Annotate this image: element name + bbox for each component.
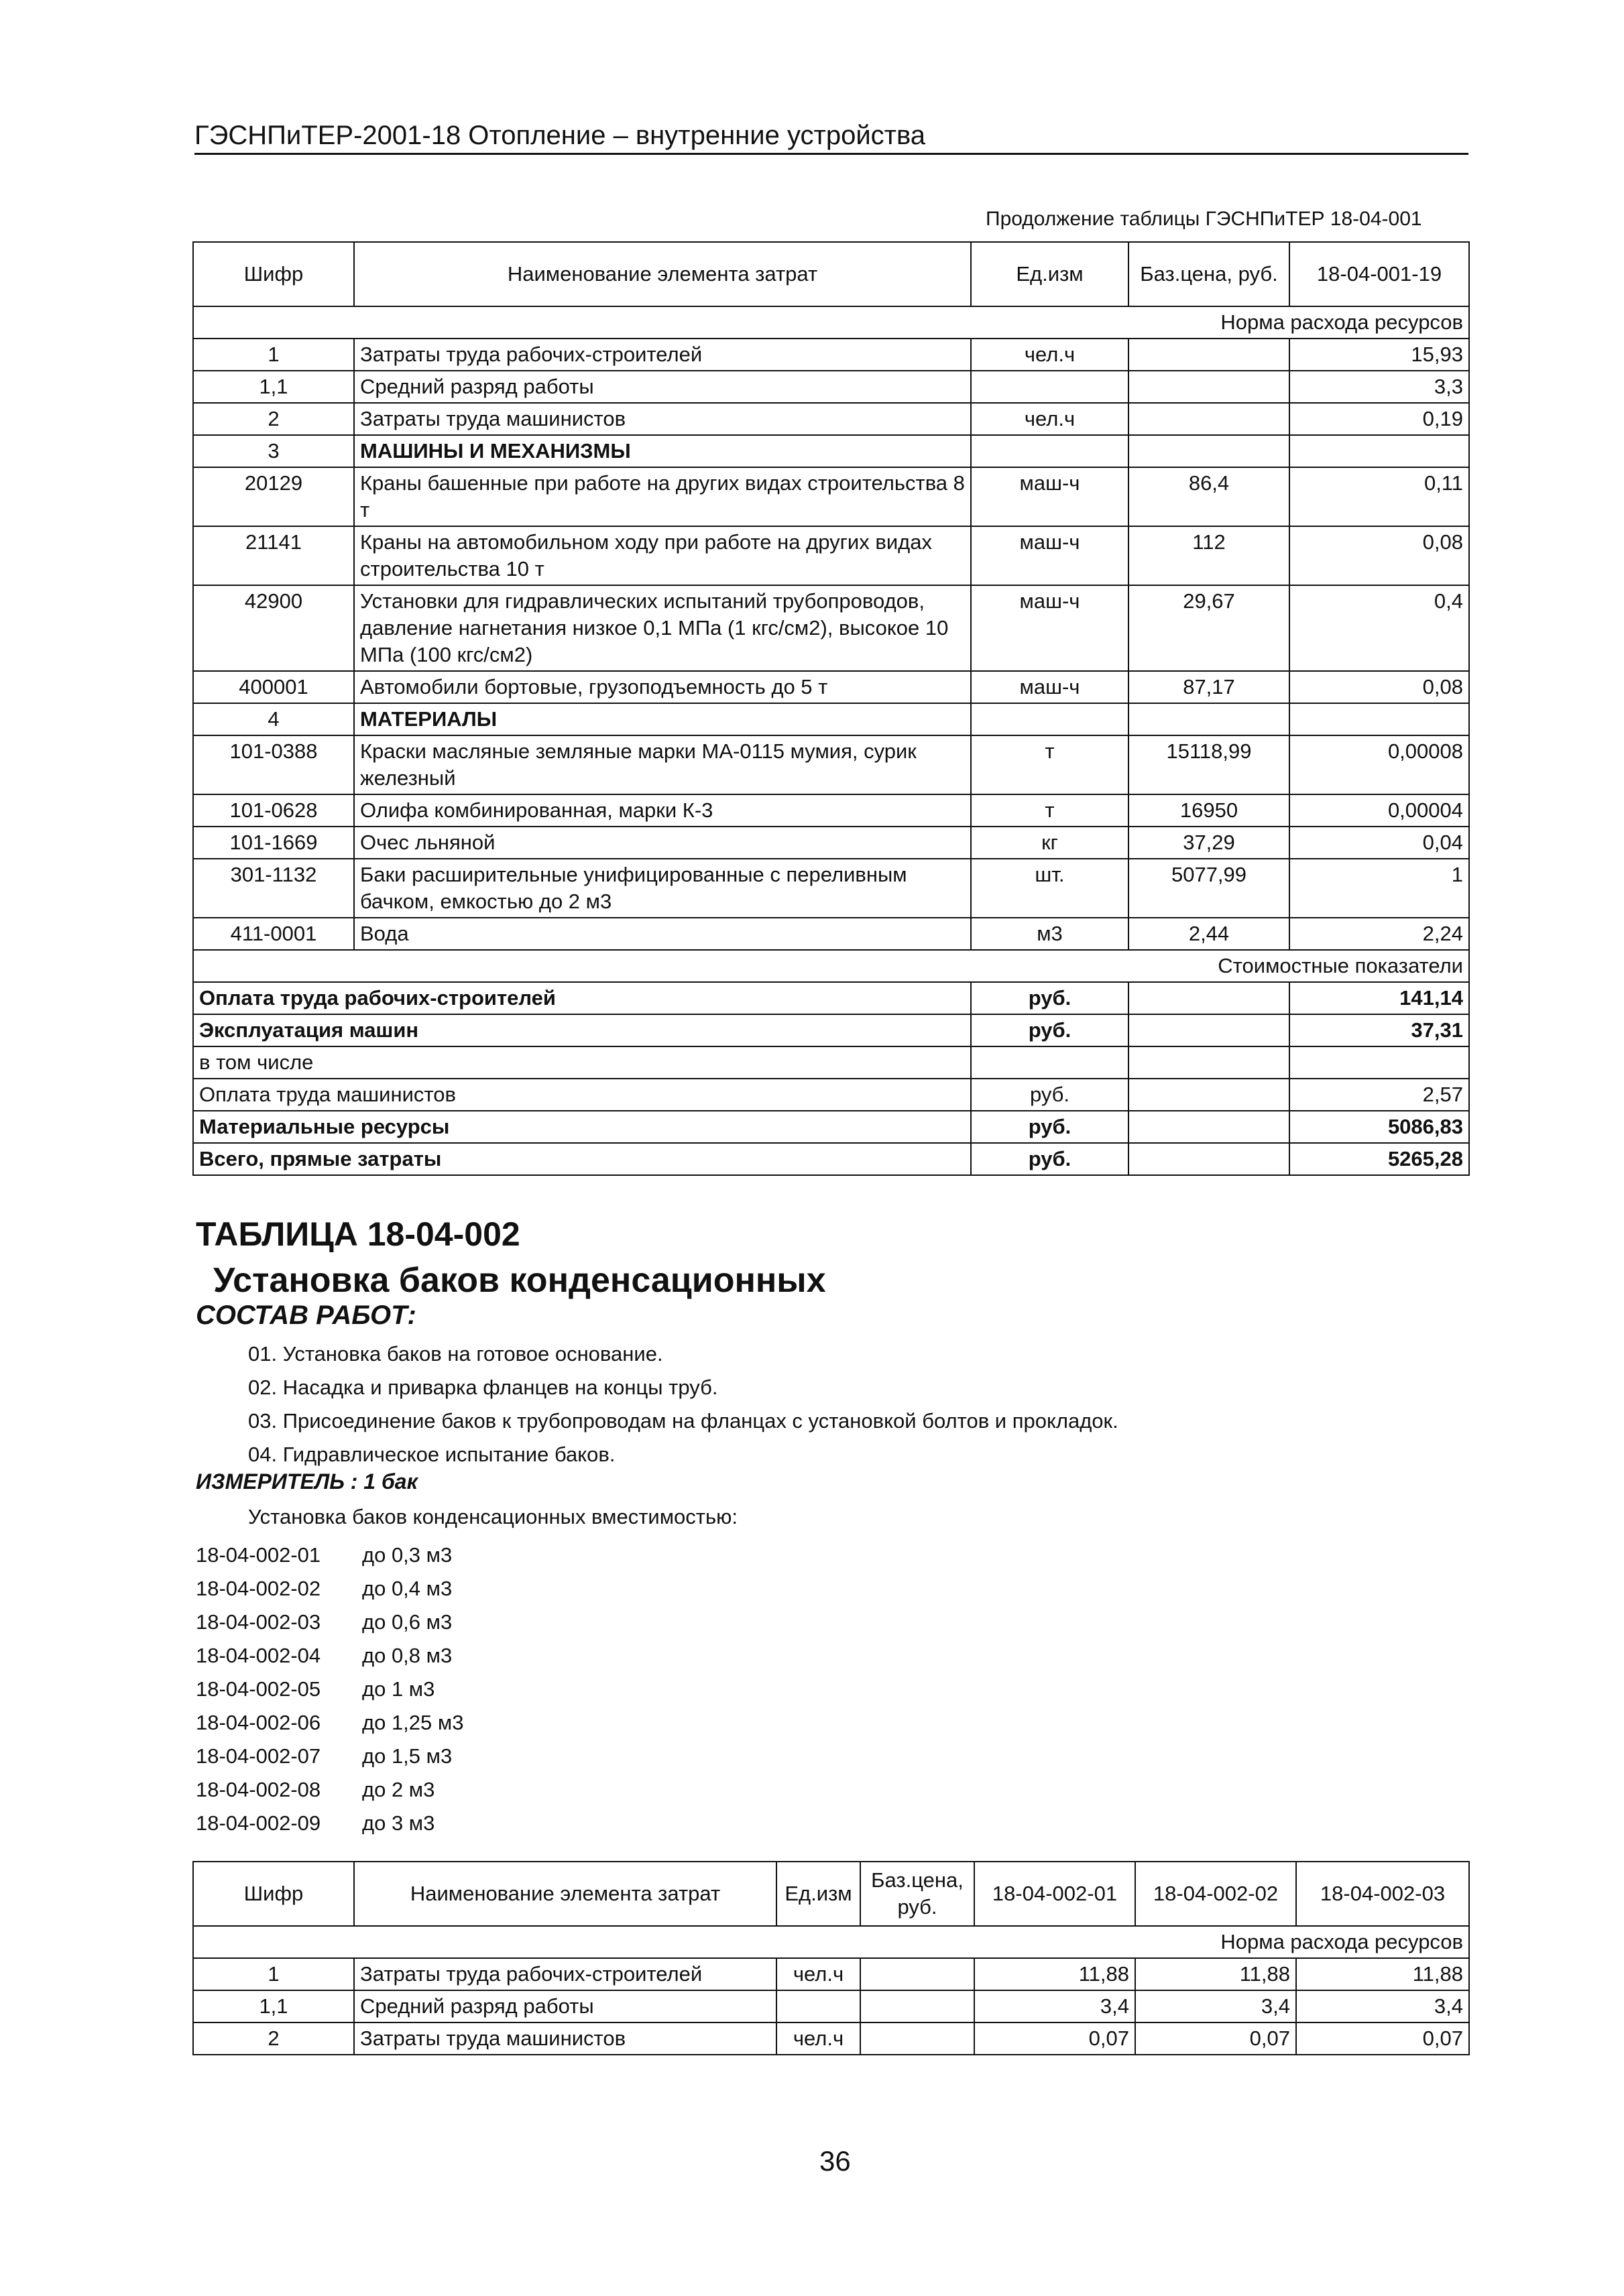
code-list-item: [196, 1572, 463, 1606]
row-price: 29,67: [1128, 585, 1289, 671]
cost-value: 5265,28: [1289, 1143, 1469, 1175]
header-price: Баз.цена, руб.: [1128, 242, 1289, 306]
code-value: 18-04-002-05: [196, 1677, 321, 1701]
code-list-item: [196, 1639, 463, 1673]
code-value: 18-04-002-09: [196, 1811, 321, 1835]
table-row: [193, 435, 1469, 467]
cost-price-empty: [1128, 1143, 1289, 1175]
cost-name: Эксплуатация машин: [193, 1014, 971, 1046]
code-list-item: [196, 1606, 463, 1639]
row-value-02: 0,07: [1135, 2022, 1296, 2055]
cost-name: Оплата труда рабочих-строителей: [193, 982, 971, 1014]
row-name: Краски масляные земляные марки МА-0115 мумия, сурик железный: [354, 735, 971, 794]
document-header: ГЭСНПиТЕР-2001-18 Отопление – внутренние устройства: [194, 119, 1468, 155]
row-code: 3: [193, 435, 354, 467]
row-value-01: 3,4: [974, 1990, 1135, 2022]
row-value: [1289, 435, 1469, 467]
row-value: 3,3: [1289, 371, 1469, 403]
cost-name: Всего, прямые затраты: [193, 1143, 971, 1175]
row-price: 16950: [1128, 794, 1289, 827]
row-name: Олифа комбинированная, марки К-3: [354, 794, 971, 827]
row-value-03: 11,88: [1296, 1958, 1469, 1990]
row-name: Баки расширительные унифицированные с переливным бачком, емкостью до 2 м3: [354, 859, 971, 918]
code-list-item: [196, 1807, 463, 1840]
table-row: [193, 467, 1469, 526]
row-price: 37,29: [1128, 827, 1289, 859]
row-price: [860, 1958, 974, 1990]
cost-unit: руб.: [971, 1111, 1128, 1143]
row-unit: чел.ч: [776, 2022, 860, 2055]
row-value: 0,08: [1289, 671, 1469, 703]
row-unit: т: [971, 735, 1128, 794]
row-price: [860, 1990, 974, 2022]
header-code-03: 18-04-002-03: [1296, 1862, 1469, 1926]
row-value: 0,04: [1289, 827, 1469, 859]
row-name: Средний разряд работы: [354, 1990, 776, 2022]
measure-unit: ИЗМЕРИТЕЛЬ : 1 бак: [196, 1469, 418, 1494]
table-row: [193, 794, 1469, 827]
cost-price-empty: [1128, 1079, 1289, 1111]
row-value: 0,08: [1289, 526, 1469, 585]
row-code: 400001: [193, 671, 354, 703]
row-name: МАТЕРИАЛЫ: [354, 703, 971, 735]
cost-unit: руб.: [971, 982, 1128, 1014]
code-description: до 2 м3: [362, 1778, 435, 1801]
work-item: 01. Установка баков на готовое основание.: [248, 1342, 663, 1366]
header-name: Наименование элемента затрат: [354, 1862, 776, 1926]
table-header-row: [193, 1862, 1469, 1926]
row-value: 0,00004: [1289, 794, 1469, 827]
cost-price-empty: [1128, 1111, 1289, 1143]
code-value: 18-04-002-02: [196, 1577, 321, 1600]
code-value: 18-04-002-04: [196, 1644, 321, 1667]
code-list-item: [196, 1538, 463, 1572]
norm-label-row: [193, 1926, 1469, 1958]
table-continuation-note: Продолжение таблицы ГЭСНПиТЕР 18-04-001: [986, 208, 1422, 230]
cost-name: в том числе: [193, 1046, 971, 1079]
row-name: Вода: [354, 918, 971, 950]
code-list-item: [196, 1673, 463, 1706]
table-row: [193, 339, 1469, 371]
cost-price-empty: [1128, 1014, 1289, 1046]
row-unit: [971, 435, 1128, 467]
row-price: 2,44: [1128, 918, 1289, 950]
code-value: 18-04-002-01: [196, 1543, 321, 1567]
row-price: [1128, 435, 1289, 467]
row-name: МАШИНЫ И МЕХАНИЗМЫ: [354, 435, 971, 467]
table-row: [193, 526, 1469, 585]
row-name: Затраты труда машинистов: [354, 2022, 776, 2055]
cost-price-empty: [1128, 1046, 1289, 1079]
header-unit: Ед.изм: [971, 242, 1128, 306]
table-row: [193, 1990, 1469, 2022]
header-code-01: 18-04-002-01: [974, 1862, 1135, 1926]
row-code: 301-1132: [193, 859, 354, 918]
row-unit: маш-ч: [971, 467, 1128, 526]
table-header-row: [193, 242, 1469, 306]
row-value-02: 3,4: [1135, 1990, 1296, 2022]
row-value-03: 0,07: [1296, 2022, 1469, 2055]
row-code: 2: [193, 2022, 354, 2055]
code-list-item: [196, 1773, 463, 1807]
cost-row: [193, 1046, 1469, 1079]
table-row: [193, 827, 1469, 859]
work-item: 02. Насадка и приварка фланцев на концы труб.: [248, 1376, 718, 1399]
row-unit: т: [971, 794, 1128, 827]
code-value: 18-04-002-08: [196, 1778, 321, 1801]
row-unit: кг: [971, 827, 1128, 859]
cost-unit: руб.: [971, 1014, 1128, 1046]
row-unit: [971, 371, 1128, 403]
row-code: 2: [193, 403, 354, 435]
code-description: до 0,6 м3: [362, 1610, 453, 1634]
table-row: [193, 671, 1469, 703]
cost-row: [193, 982, 1469, 1014]
code-description: до 1,25 м3: [362, 1711, 464, 1734]
table-row: [193, 735, 1469, 794]
row-value: 2,24: [1289, 918, 1469, 950]
header-code-02: 18-04-002-02: [1135, 1862, 1296, 1926]
code-list-item: [196, 1706, 463, 1740]
row-unit: чел.ч: [971, 403, 1128, 435]
cost-unit: руб.: [971, 1079, 1128, 1111]
work-item: 03. Присоединение баков к трубопроводам на фланцах с установкой болтов и прокладок.: [248, 1409, 1118, 1433]
row-unit: м3: [971, 918, 1128, 950]
cost-body: [193, 982, 1469, 1175]
row-price: [1128, 403, 1289, 435]
table-row: [193, 585, 1469, 671]
cost-name: Материальные ресурсы: [193, 1111, 971, 1143]
cost-value: 141,14: [1289, 982, 1469, 1014]
norm-label: Норма расхода ресурсов: [193, 306, 1469, 339]
row-value-01: 11,88: [974, 1958, 1135, 1990]
table-row: [193, 918, 1469, 950]
row-price: 86,4: [1128, 467, 1289, 526]
code-description: до 3 м3: [362, 1811, 435, 1835]
cost-name: Оплата труда машинистов: [193, 1079, 971, 1111]
header-name: Наименование элемента затрат: [354, 242, 971, 306]
code-list: [196, 1538, 463, 1840]
table-row: [193, 703, 1469, 735]
row-name: Средний разряд работы: [354, 371, 971, 403]
page-number: 36: [819, 2145, 851, 2177]
row-unit: маш-ч: [971, 585, 1128, 671]
code-list-item: [196, 1740, 463, 1773]
row-code: 1: [193, 339, 354, 371]
table-row: [193, 2022, 1469, 2055]
row-code: 20129: [193, 467, 354, 526]
row-name: Затраты труда рабочих-строителей: [354, 339, 971, 371]
row-code: 42900: [193, 585, 354, 671]
row-price: [1128, 371, 1289, 403]
code-description: до 0,8 м3: [362, 1644, 453, 1667]
code-value: 18-04-002-06: [196, 1711, 321, 1734]
row-price: 112: [1128, 526, 1289, 585]
row-unit: шт.: [971, 859, 1128, 918]
row-value: 0,11: [1289, 467, 1469, 526]
table-subtitle: Установка баков конденсационных: [213, 1261, 826, 1300]
row-value: 15,93: [1289, 339, 1469, 371]
row-price: 15118,99: [1128, 735, 1289, 794]
cost-value: [1289, 1046, 1469, 1079]
row-name: Краны на автомобильном ходу при работе на других видах строительства 10 т: [354, 526, 971, 585]
code-description: до 0,4 м3: [362, 1577, 453, 1600]
header-code-value: 18-04-001-19: [1289, 242, 1469, 306]
row-name: Краны башенные при работе на других видах строительства 8 т: [354, 467, 971, 526]
row-unit: маш-ч: [971, 526, 1128, 585]
cost-price-empty: [1128, 982, 1289, 1014]
row-unit: [776, 1990, 860, 2022]
cost-value: 2,57: [1289, 1079, 1469, 1111]
cost-label: Стоимостные показатели: [193, 950, 1469, 982]
row-code: 101-0388: [193, 735, 354, 794]
cost-row: [193, 1111, 1469, 1143]
row-price: 87,17: [1128, 671, 1289, 703]
work-item: 04. Гидравлическое испытание баков.: [248, 1443, 616, 1466]
row-code: 411-0001: [193, 918, 354, 950]
row-value-03: 3,4: [1296, 1990, 1469, 2022]
resource-table-18-04-002: [192, 1861, 1470, 2055]
cost-label-row: [193, 950, 1469, 982]
cost-value: 5086,83: [1289, 1111, 1469, 1143]
table-title: ТАБЛИЦА 18-04-002: [196, 1215, 520, 1253]
row-code: 1,1: [193, 371, 354, 403]
table-row: [193, 1958, 1469, 1990]
row-name: Очес льняной: [354, 827, 971, 859]
cost-row: [193, 1143, 1469, 1175]
header-unit: Ед.изм: [776, 1862, 860, 1926]
norm-label-row: [193, 306, 1469, 339]
row-code: 1: [193, 1958, 354, 1990]
row-name: Установки для гидравлических испытаний трубопроводов, давление нагнетания низкое 0,1 МПа (1 кгс/см2), высокое 10 МПа (100 кгс/см2): [354, 585, 971, 671]
cost-unit: руб.: [971, 1143, 1128, 1175]
header-price: Баз.цена, руб.: [860, 1862, 974, 1926]
row-value-01: 0,07: [974, 2022, 1135, 2055]
row-price: [1128, 703, 1289, 735]
norm-label: Норма расхода ресурсов: [193, 1926, 1469, 1958]
row-name: Затраты труда машинистов: [354, 403, 971, 435]
row-name: Автомобили бортовые, грузоподъемность до 5 т: [354, 671, 971, 703]
cost-row: [193, 1014, 1469, 1046]
row-value: 0,4: [1289, 585, 1469, 671]
install-intro: Установка баков конденсационных вместимостью:: [248, 1505, 738, 1528]
row-value: 0,19: [1289, 403, 1469, 435]
row-code: 1,1: [193, 1990, 354, 2022]
row-unit: чел.ч: [776, 1958, 860, 1990]
code-description: до 1 м3: [362, 1677, 435, 1701]
code-value: 18-04-002-03: [196, 1610, 321, 1634]
work-composition-title: СОСТАВ РАБОТ:: [196, 1301, 416, 1330]
row-unit: чел.ч: [971, 339, 1128, 371]
row-value: [1289, 703, 1469, 735]
code-value: 18-04-002-07: [196, 1744, 321, 1768]
row-unit: маш-ч: [971, 671, 1128, 703]
code-description: до 1,5 м3: [362, 1744, 453, 1768]
header-code: Шифр: [193, 1862, 354, 1926]
row-unit: [971, 703, 1128, 735]
table-row: [193, 403, 1469, 435]
table-body: [193, 1958, 1469, 2055]
row-value-02: 11,88: [1135, 1958, 1296, 1990]
row-code: 101-1669: [193, 827, 354, 859]
row-code: 101-0628: [193, 794, 354, 827]
row-name: Затраты труда рабочих-строителей: [354, 1958, 776, 1990]
header-code: Шифр: [193, 242, 354, 306]
table-row: [193, 371, 1469, 403]
cost-value: 37,31: [1289, 1014, 1469, 1046]
cost-row: [193, 1079, 1469, 1111]
row-price: [1128, 339, 1289, 371]
work-composition-list: [248, 1337, 1118, 1471]
row-price: [860, 2022, 974, 2055]
resource-table-18-04-001: [192, 241, 1470, 1176]
row-price: 5077,99: [1128, 859, 1289, 918]
row-value: 1: [1289, 859, 1469, 918]
row-value: 0,00008: [1289, 735, 1469, 794]
code-description: до 0,3 м3: [362, 1543, 453, 1567]
table-row: [193, 859, 1469, 918]
row-code: 21141: [193, 526, 354, 585]
cost-unit: [971, 1046, 1128, 1079]
row-code: 4: [193, 703, 354, 735]
table-body: [193, 339, 1469, 950]
